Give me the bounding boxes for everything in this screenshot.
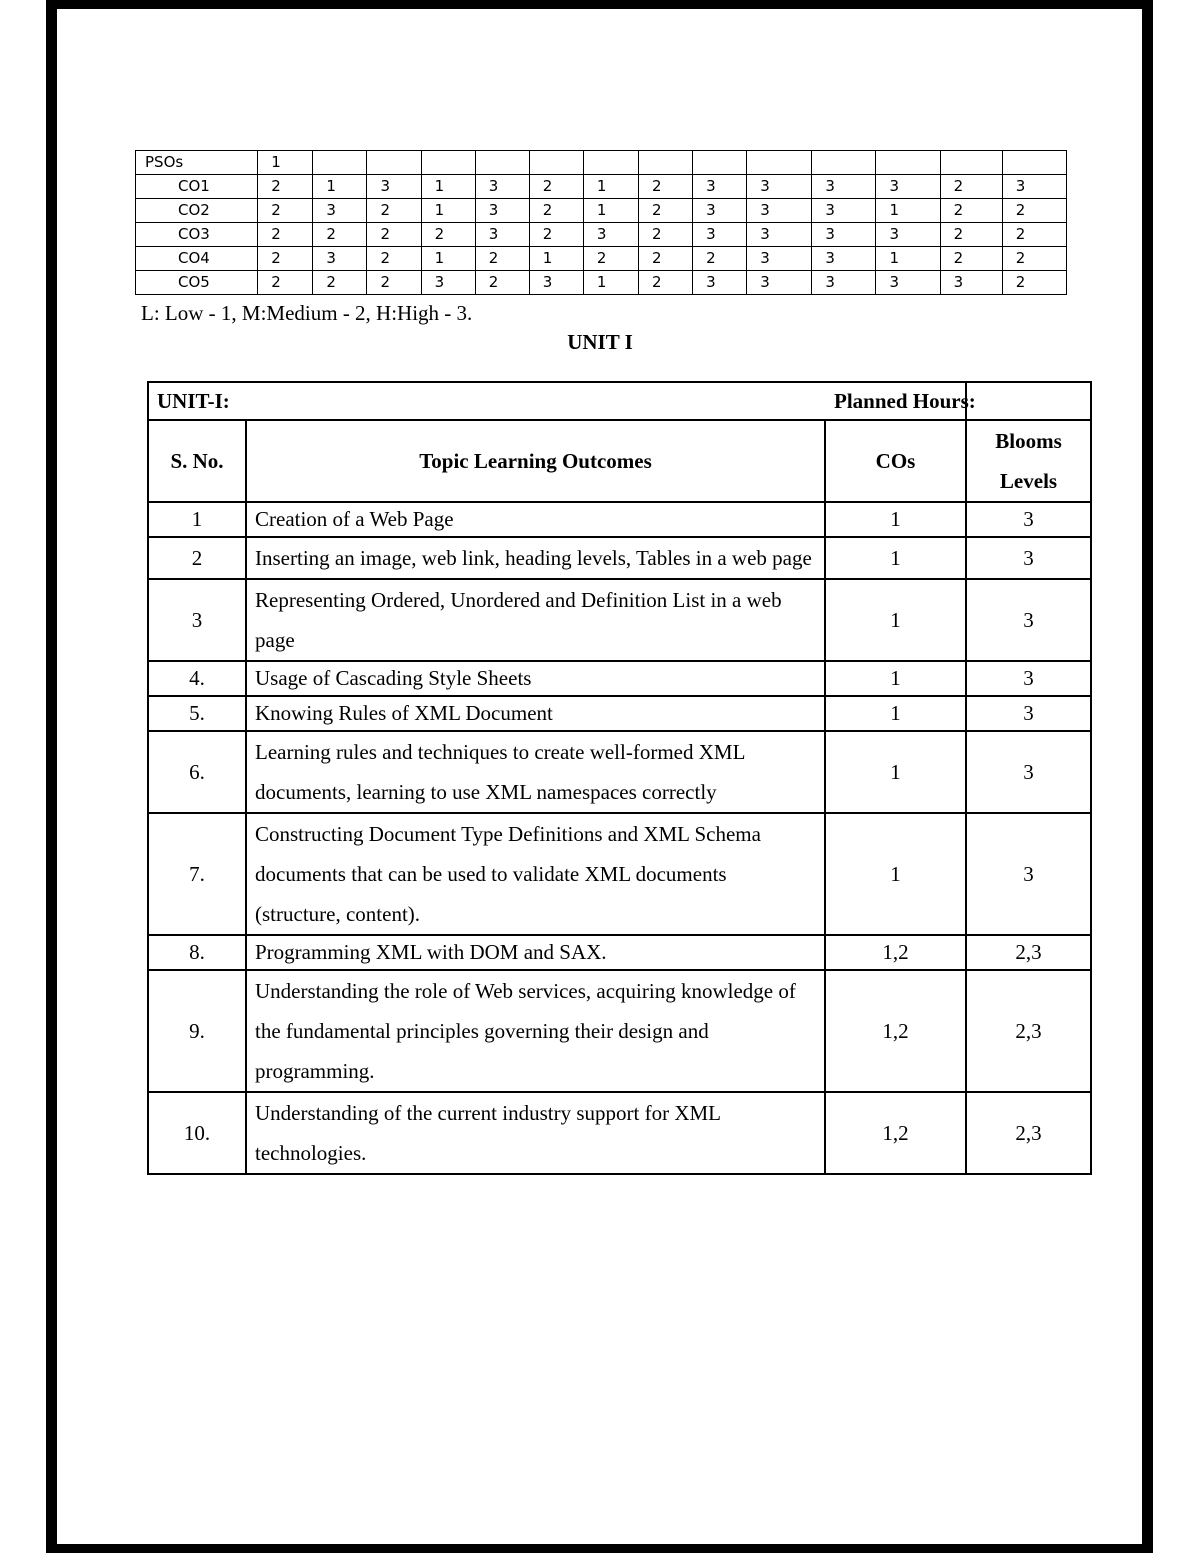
co-label: CO4 [136,247,258,271]
sno-cell: 9. [148,970,246,1092]
pso-header-cell [475,151,529,175]
mapping-value: 2 [367,199,421,223]
mapping-value: 1 [583,175,638,199]
mapping-value: 3 [475,175,529,199]
blooms-cell: 2,3 [966,1092,1091,1174]
mapping-value: 2 [529,223,583,247]
pso-header-cell [367,151,421,175]
cos-cell: 1 [825,579,966,661]
outcome-row [148,970,1091,1092]
column-header-row [148,420,1091,502]
mapping-value: 3 [693,223,747,247]
mapping-value: 2 [1002,223,1066,247]
topic-header: Topic Learning Outcomes [246,420,825,502]
cos-cell: 1,2 [825,970,966,1092]
mapping-value: 1 [529,247,583,271]
pso-header-cell [876,151,940,175]
pso-row-co4 [136,247,1067,271]
mapping-value: 1 [313,175,367,199]
mapping-value: 3 [747,247,812,271]
topic-cell: Knowing Rules of XML Document [246,696,825,731]
unit-outcomes-table [147,381,1092,1175]
pso-header-cell [313,151,367,175]
blooms-cell: 3 [966,537,1091,579]
mapping-value: 3 [421,271,475,295]
mapping-value: 2 [258,271,313,295]
mapping-value: 2 [940,175,1002,199]
cos-cell: 1 [825,537,966,579]
blooms-cell: 3 [966,502,1091,537]
mapping-value: 2 [1002,247,1066,271]
pso-header-cell [583,151,638,175]
pso-header-cell [693,151,747,175]
pso-row-co3 [136,223,1067,247]
pso-row-co1 [136,175,1067,199]
co-label: CO3 [136,223,258,247]
mapping-value: 2 [529,199,583,223]
mapping-value: 2 [313,271,367,295]
mapping-value: 3 [812,271,876,295]
co-label: CO1 [136,175,258,199]
sno-header: S. No. [148,420,246,502]
mapping-value: 3 [812,223,876,247]
mapping-value: 2 [940,199,1002,223]
planned-hours-label [834,382,1091,420]
mapping-value: 1 [421,175,475,199]
cos-cell: 1 [825,661,966,696]
mapping-value: 2 [940,223,1002,247]
mapping-value: 2 [258,247,313,271]
topic-cell: Inserting an image, web link, heading levels, Tables in a web page [246,537,825,579]
pso-header-label: PSOs [136,151,258,175]
rating-legend: L: Low - 1, M:Medium - 2, H:High - 3. [141,301,473,325]
mapping-value: 3 [940,271,1002,295]
topic-cell: Programming XML with DOM and SAX. [246,935,825,970]
mapping-value: 2 [693,247,747,271]
mapping-value: 2 [313,223,367,247]
mapping-value: 2 [421,223,475,247]
mapping-value: 1 [876,199,940,223]
mapping-value: 3 [693,271,747,295]
mapping-value: 3 [1002,175,1066,199]
mapping-value: 3 [367,175,421,199]
pso-header-cell [529,151,583,175]
co-label: CO5 [136,271,258,295]
topic-cell: Usage of Cascading Style Sheets [246,661,825,696]
co-label: CO2 [136,199,258,223]
mapping-value: 3 [747,175,812,199]
topic-cell: Creation of a Web Page [246,502,825,537]
sno-cell: 8. [148,935,246,970]
topic-cell: Representing Ordered, Unordered and Definition List in a web page [246,579,825,661]
mapping-value: 2 [258,223,313,247]
outcome-row [148,696,1091,731]
blooms-cell: 3 [966,579,1091,661]
mapping-value: 3 [313,247,367,271]
cos-cell: 1,2 [825,935,966,970]
sno-cell: 2 [148,537,246,579]
outcome-row [148,731,1091,813]
pso-header-row [136,151,1067,175]
mapping-value: 2 [258,175,313,199]
cos-header: COs [825,420,966,502]
mapping-value: 2 [639,199,693,223]
unit-label: UNIT-I: [148,382,966,420]
mapping-value: 2 [1002,271,1066,295]
sno-cell: 3 [148,579,246,661]
pso-row-co2 [136,199,1067,223]
pso-header-cell: 1 [258,151,313,175]
mapping-value: 3 [313,199,367,223]
mapping-value: 1 [421,247,475,271]
mapping-value: 3 [583,223,638,247]
mapping-value: 3 [812,175,876,199]
pso-header-cell [421,151,475,175]
mapping-value: 1 [876,247,940,271]
topic-cell: Constructing Document Type Definitions and XML Schema documents that can be used to validate XML documents (structure, content). [246,813,825,935]
mapping-value: 2 [529,175,583,199]
mapping-value: 2 [258,199,313,223]
mapping-value: 3 [475,199,529,223]
pso-header-cell [747,151,812,175]
mapping-value: 3 [876,223,940,247]
pso-row-co5 [136,271,1067,295]
mapping-value: 2 [940,247,1002,271]
unit-heading: UNIT I [567,330,633,354]
pso-mapping-table [135,150,1067,295]
mapping-value: 2 [1002,199,1066,223]
cos-cell: 1,2 [825,1092,966,1174]
topic-cell: Understanding of the current industry support for XML technologies. [246,1092,825,1174]
blooms-cell: 2,3 [966,970,1091,1092]
pso-header-cell [1002,151,1066,175]
mapping-value: 3 [747,223,812,247]
sno-cell: 6. [148,731,246,813]
unit-title-row [148,382,1091,420]
blooms-header [966,420,1091,502]
blooms-cell: 3 [966,696,1091,731]
mapping-value: 3 [812,247,876,271]
mapping-value: 2 [639,247,693,271]
mapping-value: 2 [639,223,693,247]
sno-cell: 7. [148,813,246,935]
cos-cell: 1 [825,731,966,813]
cos-cell: 1 [825,696,966,731]
pso-header-cell [639,151,693,175]
outcome-row [148,1092,1091,1174]
mapping-value: 3 [693,199,747,223]
outcome-row [148,813,1091,935]
topic-cell: Learning rules and techniques to create well-formed XML documents, learning to use XML namespaces correctly [246,731,825,813]
mapping-value: 2 [367,271,421,295]
mapping-value: 3 [876,175,940,199]
mapping-value: 3 [747,199,812,223]
outcome-row [148,935,1091,970]
topic-cell: Understanding the role of Web services, acquiring knowledge of the fundamental principles governing their design and programming. [246,970,825,1092]
mapping-value: 2 [367,247,421,271]
blooms-header-line1: Blooms [995,429,1062,453]
mapping-value: 2 [583,247,638,271]
outcome-row [148,537,1091,579]
outcome-row [148,661,1091,696]
pso-header-cell [812,151,876,175]
blooms-cell: 3 [966,661,1091,696]
cos-cell: 1 [825,502,966,537]
planned-hours-text: Planned Hours: [834,389,976,413]
cos-cell: 1 [825,813,966,935]
mapping-value: 2 [475,271,529,295]
pso-header-cell [940,151,1002,175]
mapping-value: 3 [876,271,940,295]
mapping-value: 2 [475,247,529,271]
mapping-value: 1 [583,199,638,223]
mapping-value: 2 [639,271,693,295]
mapping-value: 3 [475,223,529,247]
mapping-value: 3 [747,271,812,295]
blooms-cell: 3 [966,731,1091,813]
blooms-header-line2: Levels [999,469,1058,493]
sno-cell: 4. [148,661,246,696]
sno-cell: 5. [148,696,246,731]
mapping-value: 3 [693,175,747,199]
outcome-row [148,502,1091,537]
mapping-value: 2 [367,223,421,247]
blooms-cell: 2,3 [966,935,1091,970]
mapping-value: 3 [812,199,876,223]
mapping-value: 3 [529,271,583,295]
sno-cell: 10. [148,1092,246,1174]
mapping-value: 1 [421,199,475,223]
outcome-row [148,579,1091,661]
mapping-value: 1 [583,271,638,295]
sno-cell: 1 [148,502,246,537]
blooms-cell: 3 [966,813,1091,935]
mapping-value: 2 [639,175,693,199]
